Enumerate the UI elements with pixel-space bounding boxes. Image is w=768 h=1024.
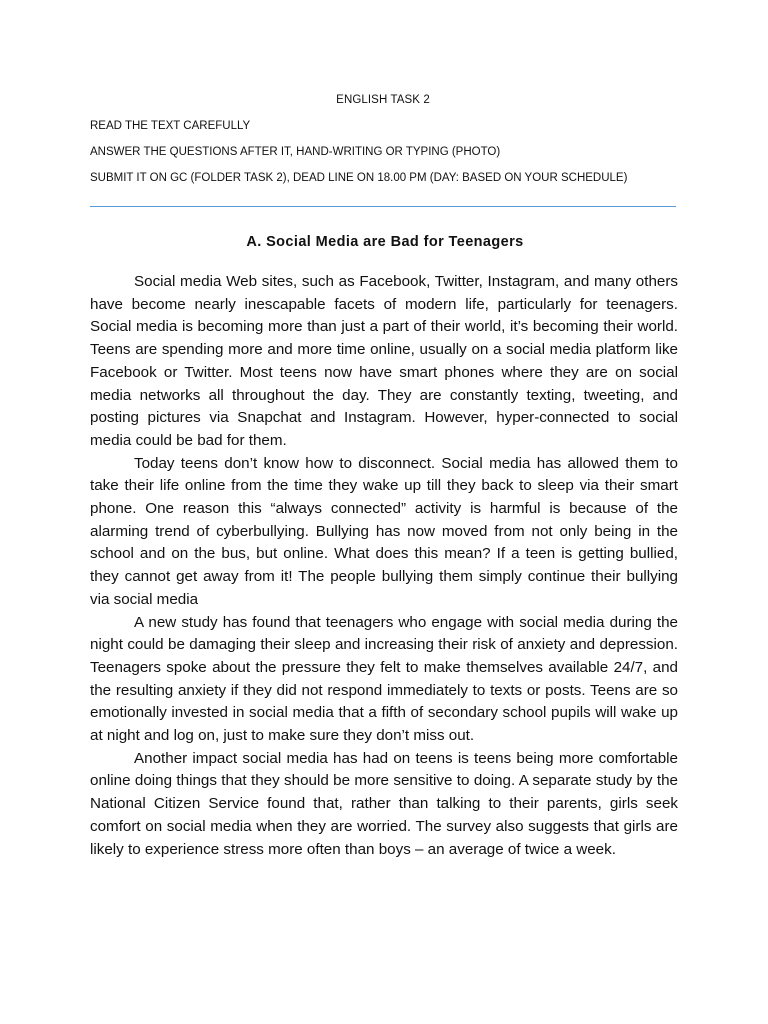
instruction-submit: SUBMIT IT ON GC (FOLDER TASK 2), DEAD LINE ON 18.00 PM (DAY: BASED ON YOUR SCHEDULE) xyxy=(90,172,628,184)
article-title: A. Social Media are Bad for Teenagers xyxy=(246,234,524,250)
article-paragraph: A new study has found that teenagers who engage with social media during the night could be damaging their sleep and increasing their risk of anxiety and depression. Teenagers spoke about the pressure they felt to make themselves available 24/7, and the resulting anxiety if they did not respond immediately to texts or posts. Teens are so emotionally invested in social media that a fifth of secondary school pupils will wake up at night and log on, just to make sure they don’t miss out. xyxy=(90,613,678,745)
article-paragraph: Another impact social media has had on teens is teens being more comfortable online doing things that they should be more sensitive to doing. A separate study by the National Citizen Service found that, rather than talking to their parents, girls seek comfort on social media when they are worried. The survey also suggests that girls are likely to experience stress more often than boys – an average of twice a week. xyxy=(90,749,678,858)
article-body xyxy=(90,271,678,861)
task-header xyxy=(90,94,676,198)
header-divider xyxy=(90,206,676,207)
task-title: ENGLISH TASK 2 xyxy=(336,94,430,106)
instruction-read: READ THE TEXT CAREFULLY xyxy=(90,120,251,132)
article-paragraph: Today teens don’t know how to disconnect. Social media has allowed them to take their life online from the time they wake up till they back to sleep via their smart phone. One reason this “always connected” activity is harmful is because of the alarming trend of cyberbullying. Bullying has now moved from not only being in the school and on the bus, but online. What does this mean? If a teen is getting bullied, they cannot get away from it! The people bullying them simply continue their bullying via social media xyxy=(90,454,678,608)
article-paragraph: Social media Web sites, such as Facebook, Twitter, Instagram, and many others have become nearly inescapable facets of modern life, particularly for teenagers. Social media is becoming more than just a part of their world, it’s becoming their world. Teens are spending more and more time online, usually on a social media platform like Facebook or Twitter. Most teens now have smart phones where they are on social media networks all throughout the day. They are constantly texting, tweeting, and posting pictures via Snapchat and Instagram. However, hyper-connected to social media could be bad for them. xyxy=(90,273,678,449)
instruction-answer: ANSWER THE QUESTIONS AFTER IT, HAND-WRITING OR TYPING (PHOTO) xyxy=(90,146,501,158)
